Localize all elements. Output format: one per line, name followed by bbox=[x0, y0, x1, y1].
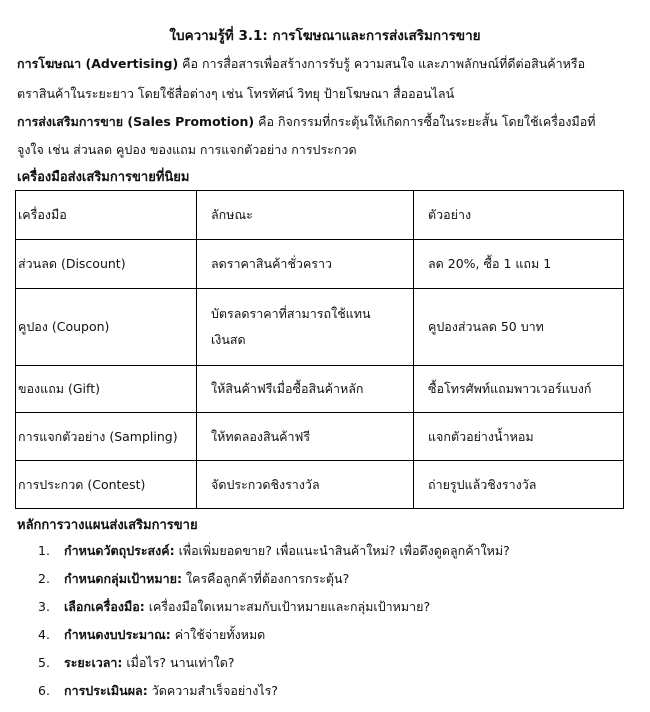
table-header-cell: ตัวอย่าง bbox=[414, 191, 624, 240]
tools-heading: เครื่องมือส่งเสริมการขายที่นิยม bbox=[17, 170, 190, 185]
tool-cell: ของแถม (Gift) bbox=[16, 366, 197, 413]
tool-cell: การแจกตัวอย่าง (Sampling) bbox=[16, 413, 197, 461]
planning-heading: หลักการวางแผนส่งเสริมการขาย bbox=[17, 518, 198, 533]
table-row bbox=[16, 289, 624, 366]
tool-cell: การประกวด (Contest) bbox=[16, 461, 197, 509]
advertising-term: การโฆษณา (Advertising) bbox=[17, 56, 179, 71]
list-text: เครื่องมือใดเหมาะสมกับเป้าหมายและกลุ่มเป้าหมาย? bbox=[144, 599, 431, 614]
table-row bbox=[16, 413, 624, 461]
nature-cell: จัดประกวดชิงรางวัล bbox=[197, 461, 414, 509]
table-row bbox=[16, 240, 624, 289]
nature-cell: บัตรลดราคาที่สามารถใช้แทนเงินสด bbox=[197, 289, 414, 366]
list-text: ใครคือลูกค้าที่ต้องการกระตุ้น? bbox=[182, 571, 350, 586]
list-number: 4. bbox=[38, 627, 50, 642]
list-number: 5. bbox=[38, 655, 50, 670]
list-label: ระยะเวลา: bbox=[64, 655, 123, 670]
list-item bbox=[38, 652, 510, 680]
nature-cell: ให้สินค้าฟรีเมื่อซื้อสินค้าหลัก bbox=[197, 366, 414, 413]
promotion-definition bbox=[17, 112, 632, 132]
list-number: 6. bbox=[38, 683, 50, 698]
list-item bbox=[38, 596, 510, 624]
table-header-row bbox=[16, 191, 624, 240]
example-cell: คูปองส่วนลด 50 บาท bbox=[414, 289, 624, 366]
tool-cell: คูปอง (Coupon) bbox=[16, 289, 197, 366]
promotion-term: การส่งเสริมการขาย (Sales Promotion) bbox=[17, 114, 255, 129]
list-label: กำหนดงบประมาณ: bbox=[64, 627, 171, 642]
tool-cell: ส่วนลด (Discount) bbox=[16, 240, 197, 289]
promotion-text-line1: คือ กิจกรรมที่กระตุ้นให้เกิดการซื้อในระยะสั้น โดยใช้เครื่องมือที่ bbox=[254, 114, 596, 129]
list-text: เพื่อเพิ่มยอดขาย? เพื่อแนะนำสินค้าใหม่? เพื่อดึงดูดลูกค้าใหม่? bbox=[174, 543, 510, 558]
nature-cell: ลดราคาสินค้าชั่วคราว bbox=[197, 240, 414, 289]
nature-cell: ให้ทดลองสินค้าฟรี bbox=[197, 413, 414, 461]
table-row bbox=[16, 461, 624, 509]
list-label: กำหนดกลุ่มเป้าหมาย: bbox=[64, 571, 183, 586]
list-label: กำหนดวัตถุประสงค์: bbox=[64, 543, 175, 558]
list-item bbox=[38, 624, 510, 652]
example-cell: แจกตัวอย่างน้ำหอม bbox=[414, 413, 624, 461]
example-cell: ถ่ายรูปแล้วชิงรางวัล bbox=[414, 461, 624, 509]
example-cell: ซื้อโทรศัพท์แถมพาวเวอร์แบงก์ bbox=[414, 366, 624, 413]
page-title: ใบความรู้ที่ 3.1: การโฆษณาและการส่งเสริมการขาย bbox=[169, 28, 481, 44]
list-text: ค่าใช้จ่ายทั้งหมด bbox=[170, 627, 266, 642]
table-header-cell: ลักษณะ bbox=[197, 191, 414, 240]
table-header-cell: เครื่องมือ bbox=[16, 191, 197, 240]
list-item bbox=[38, 568, 510, 596]
promotion-text-line2: จูงใจ เช่น ส่วนลด คูปอง ของแถม การแจกตัวอย่าง การประกวด bbox=[17, 142, 357, 157]
list-label: เลือกเครื่องมือ: bbox=[64, 599, 145, 614]
list-number: 1. bbox=[38, 543, 50, 558]
list-number: 2. bbox=[38, 571, 50, 586]
list-label: การประเมินผล: bbox=[64, 683, 148, 698]
advertising-text-line2: ตราสินค้าในระยะยาว โดยใช้สื่อต่างๆ เช่น โทรทัศน์ วิทยุ ป้ายโฆษณา สื่อออนไลน์ bbox=[17, 86, 455, 101]
promotion-tools-table bbox=[15, 190, 624, 509]
list-number: 3. bbox=[38, 599, 50, 614]
list-item bbox=[38, 680, 510, 708]
table-row bbox=[16, 366, 624, 413]
planning-list bbox=[38, 540, 510, 708]
list-item bbox=[38, 540, 510, 568]
advertising-definition bbox=[17, 54, 632, 74]
list-text: วัดความสำเร็จอย่างไร? bbox=[147, 683, 279, 698]
advertising-text-line1: คือ การสื่อสารเพื่อสร้างการรับรู้ ความสนใจ และภาพลักษณ์ที่ดีต่อสินค้าหรือ bbox=[178, 56, 586, 71]
list-text: เมื่อไร? นานเท่าใด? bbox=[122, 655, 235, 670]
example-cell: ลด 20%, ซื้อ 1 แถม 1 bbox=[414, 240, 624, 289]
